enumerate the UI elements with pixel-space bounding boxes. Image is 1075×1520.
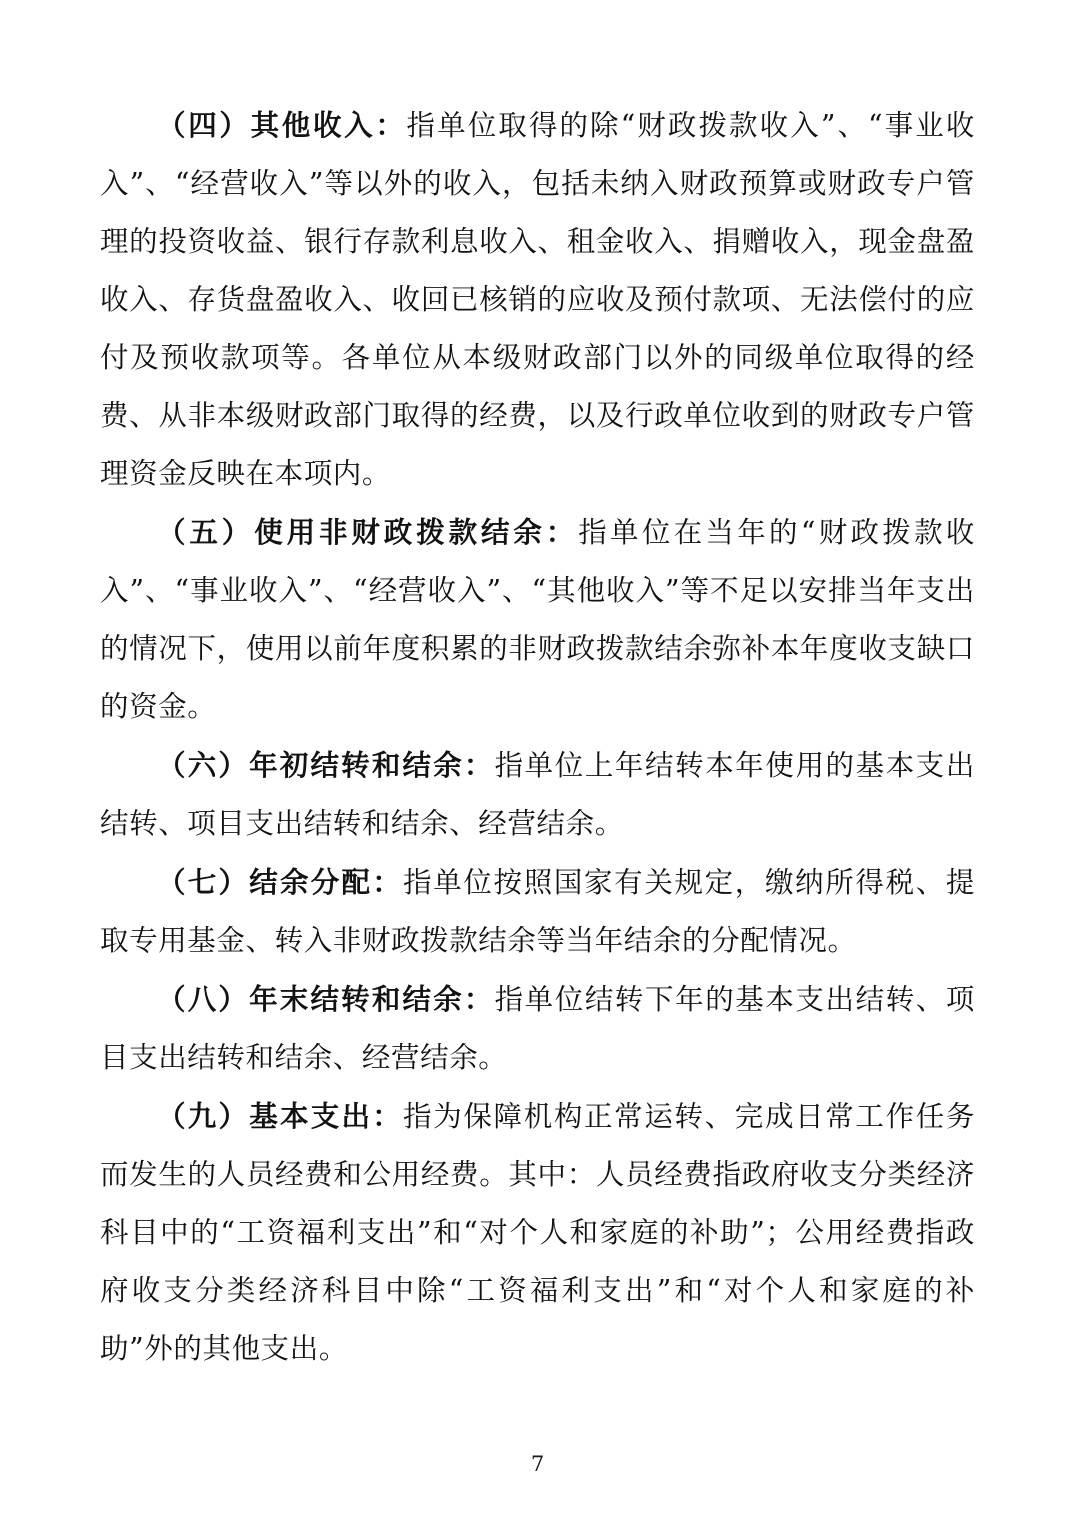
paragraph bbox=[100, 853, 975, 970]
paragraph bbox=[100, 96, 975, 503]
paragraph-text: 指单位取得的除“财政拨款收入”、“事业收入”、“经营收入”等以外的收入，包括未纳入财政预算或财政专户管理的投资收益、银行存款利息收入、租金收入、捐赠收入，现金盘盈收入、存货盘盈收入、收回已核销的应收及预付款项、无法偿付的应付及预收款项等。各单位从本级财政部门以外的同级单位取得的经费、从非本级财政部门取得的经费，以及行政单位收到的财政专户管理资金反映在本项内。 bbox=[100, 109, 975, 490]
paragraph-lead: （五）使用非财政拨款结余： bbox=[157, 515, 579, 549]
paragraph-lead: （七）结余分配： bbox=[157, 865, 404, 899]
document-body bbox=[100, 96, 975, 1378]
paragraph-text: 指为保障机构正常运转、完成日常工作任务而发生的人员经费和公用经费。其中：人员经费指政府收支分类经济科目中的“工资福利支出”和“对个人和家庭的补助”；公用经费指政府收支分类经济科目中除“工资福利支出”和“对个人和家庭的补助”外的其他支出。 bbox=[100, 1100, 975, 1365]
paragraph bbox=[100, 503, 975, 736]
paragraph-text: 指单位在当年的“财政拨款收入”、“事业收入”、“经营收入”、“其他收入”等不足以安排当年支出的情况下，使用以前年度积累的非财政拨款结余弥补本年度收支缺口的资金。 bbox=[100, 516, 975, 723]
paragraph-text: 指单位结转下年的基本支出结转、项目支出结转和结余、经营结余。 bbox=[100, 983, 975, 1074]
paragraph-lead: （四）其他收入： bbox=[157, 108, 407, 142]
paragraph-lead: （九）基本支出： bbox=[157, 1099, 404, 1133]
paragraph bbox=[100, 736, 975, 853]
paragraph bbox=[100, 1087, 975, 1378]
paragraph-text: 指单位上年结转本年使用的基本支出结转、项目支出结转和结余、经营结余。 bbox=[100, 749, 975, 840]
paragraph-text: 指单位按照国家有关规定，缴纳所得税、提取专用基金、转入非财政拨款结余等当年结余的分配情况。 bbox=[100, 866, 975, 957]
paragraph-lead: （六）年初结转和结余： bbox=[157, 748, 495, 782]
paragraph-lead: （八）年末结转和结余： bbox=[157, 982, 495, 1016]
paragraph bbox=[100, 970, 975, 1087]
page-number: 7 bbox=[530, 1452, 545, 1476]
